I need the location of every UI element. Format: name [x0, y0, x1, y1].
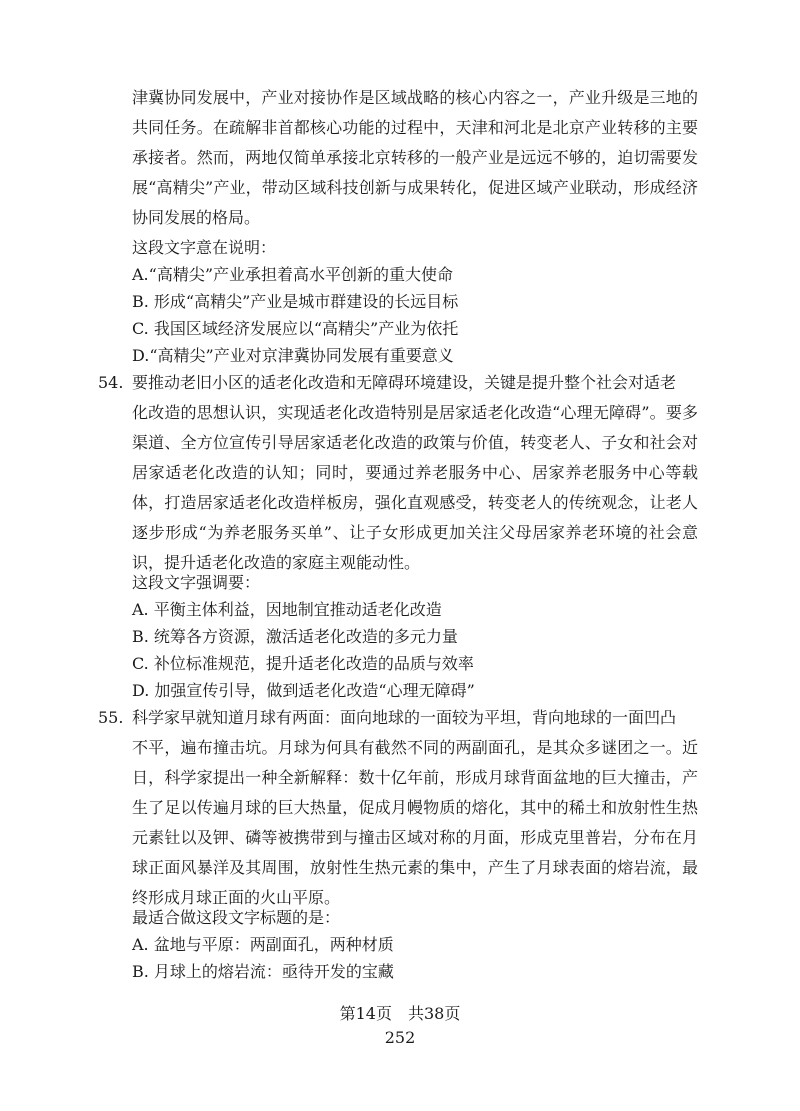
q54-option-a: A. 平衡主体利益，因地制宜推动适老化改造: [132, 600, 442, 619]
q54-option-d: D. 加强宣传引导，做到适老化改造“心理无障碍”: [132, 681, 475, 700]
q53-passage: 津冀协同发展中，产业对接协作是区域战略的核心内容之一，产业升级是三地的共同任务。在疏解非首都核心功能的过程中，天津和河北是北京产业转移的主要承接者。然而，两地仅简单承接北京转移的一般产业是远远不够的，迫切需要发展“高精尖”产业，带动区域科技创新与成果转化，促进区域产业联动，形成经济协同发展的格局。: [132, 88, 698, 227]
q55-first-line: [98, 703, 698, 733]
q54-number: 54.: [98, 373, 124, 392]
page-count: 第14页 共38页: [339, 1004, 461, 1023]
q55-passage: 不平，遍布撞击坑。月球为何具有截然不同的两副面孔，是其众多谜团之一。近日，科学家提出一种全新解释：数十亿年前，形成月球背面盆地的巨大撞击，产生了足以传遍月球的巨大热量，促成月幔物质的熔化，其中的稀土和放射性生热元素钍以及钾、磷等被携带到与撞击区域对称的月面，形成克里普岩，分布在月球正面风暴洋及其周围，放射性生热元素的集中，产生了月球表面的熔岩流，最终形成月球正面的火山平原。: [132, 738, 698, 907]
q53-option-b: B. 形成“高精尖”产业是城市群建设的长远目标: [132, 292, 459, 311]
q55-first-line-text: 科学家早就知道月球有两面：面向地球的一面较为平坦，背向地球的一面凹凸: [132, 708, 677, 727]
q55-option-a: A. 盆地与平原：两副面孔，两种材质: [132, 935, 394, 954]
page-folio: 252: [384, 1028, 416, 1047]
q55-number: 55.: [98, 708, 124, 727]
q55-option-b: B. 月球上的熔岩流：亟待开发的宝藏: [132, 962, 394, 981]
q54-first-line: [98, 368, 698, 398]
q53-prompt: 这段文字意在说明：: [132, 238, 277, 257]
q55-prompt: 最适合做这段文字标题的是：: [132, 908, 341, 927]
q53-option-c: C. 我国区域经济发展应以“高精尖”产业为依托: [132, 319, 459, 338]
q54-passage: 化改造的思想认识，实现适老化改造特别是居家适老化改造“心理无障碍”。要多渠道、全方位宣传引导居家适老化改造的政策与价值，转变老人、子女和社会对居家适老化改造的认知；同时，要通过养老服务中心、居家养老服务中心等载体，打造居家适老化改造样板房，强化直观感受，转变老人的传统观念，让老人逐步形成“为养老服务买单”、让子女形成更加关注父母居家养老环境的社会意识，提升适老化改造的家庭主观能动性。: [132, 403, 698, 572]
q53-option-d: D.“高精尖”产业对京津冀协同发展有重要意义: [132, 346, 454, 365]
q53-option-a: A.“高精尖”产业承担着高水平创新的重大使命: [132, 265, 454, 284]
q54-option-b: B. 统筹各方资源，激活适老化改造的多元力量: [132, 627, 458, 646]
q54-prompt: 这段文字强调要：: [132, 573, 261, 592]
q54-first-line-text: 要推动老旧小区的适老化改造和无障碍环境建设，关键是提升整个社会对适老: [132, 373, 677, 392]
q54-option-c: C. 补位标准规范，提升适老化改造的品质与效率: [132, 654, 474, 673]
